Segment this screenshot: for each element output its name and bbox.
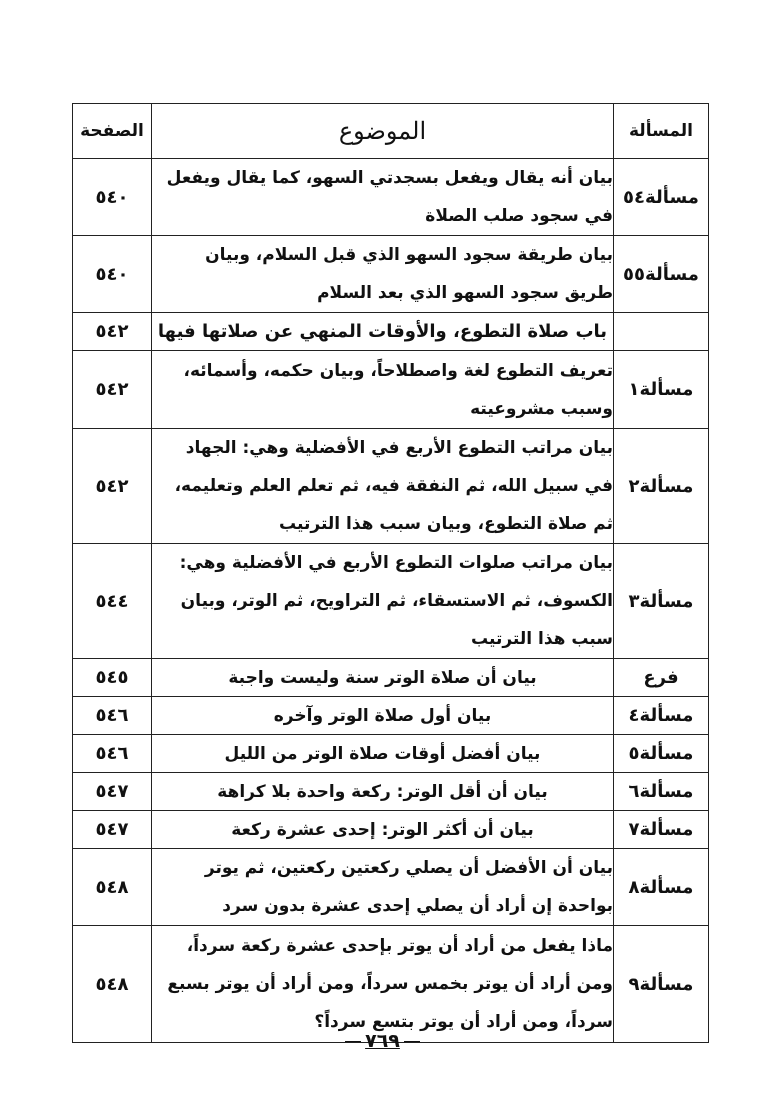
footer-dash-right xyxy=(345,1041,361,1042)
table-of-contents xyxy=(72,103,709,1043)
issue-cell: مسألة٢ xyxy=(614,429,709,544)
issue-cell: مسألة٧ xyxy=(614,811,709,849)
issue-cell: فرع xyxy=(614,659,709,697)
table-row xyxy=(73,659,709,697)
page-cell: ٥٤٥ xyxy=(73,659,152,697)
table-row xyxy=(73,735,709,773)
page-cell: ٥٤٨ xyxy=(73,926,152,1043)
section-title: باب صلاة التطوع، والأوقات المنهي عن صلاتها فيها xyxy=(152,313,614,351)
table-row xyxy=(73,773,709,811)
topic-cell: بيان أن أقل الوتر: ركعة واحدة بلا كراهة xyxy=(152,773,614,811)
section-row xyxy=(73,313,709,351)
page-number: ٧٦٩ xyxy=(365,1030,400,1052)
table-row xyxy=(73,429,709,544)
topic-cell: بيان أفضل أوقات صلاة الوتر من الليل xyxy=(152,735,614,773)
issue-cell: مسألة٦ xyxy=(614,773,709,811)
page-cell: ٥٤٢ xyxy=(73,429,152,544)
topic-cell: بيان مراتب التطوع الأربع في الأفضلية وهي: الجهاد في سبيل الله، ثم النفقة فيه، ثم تعلم العلم وتعليمه، ثم صلاة التطوع، وبيان سبب هذا الترتيب xyxy=(152,429,614,544)
table-row xyxy=(73,236,709,313)
topic-cell: بيان أن أكثر الوتر: إحدى عشرة ركعة xyxy=(152,811,614,849)
page-cell: ٥٤٢ xyxy=(73,313,152,351)
issue-cell: مسألة٥ xyxy=(614,735,709,773)
page-cell: ٥٤٠ xyxy=(73,159,152,236)
topic-cell: بيان أول صلاة الوتر وآخره xyxy=(152,697,614,735)
header-topic: الموضوع xyxy=(152,104,614,159)
topic-cell: بيان أن الأفضل أن يصلي ركعتين ركعتين، ثم يوتر بواحدة إن أراد أن يصلي إحدى عشرة بدون سرد xyxy=(152,849,614,926)
table-row xyxy=(73,351,709,429)
page-cell: ٥٤٠ xyxy=(73,236,152,313)
topic-cell: تعريف التطوع لغة واصطلاحاً، وبيان حكمه، وأسمائه، وسبب مشروعيته xyxy=(152,351,614,429)
table-row xyxy=(73,544,709,659)
page-cell: ٥٤٢ xyxy=(73,351,152,429)
issue-cell: مسألة٥٤ xyxy=(614,159,709,236)
issue-cell: مسألة٩ xyxy=(614,926,709,1043)
page-cell: ٥٤٨ xyxy=(73,849,152,926)
issue-cell: مسألة٨ xyxy=(614,849,709,926)
issue-cell: مسألة٥٥ xyxy=(614,236,709,313)
page-cell: ٥٤٤ xyxy=(73,544,152,659)
topic-cell: بيان مراتب صلوات التطوع الأربع في الأفضلية وهي: الكسوف، ثم الاستسقاء، ثم التراويح، ثم الوتر، وبيان سبب هذا الترتيب xyxy=(152,544,614,659)
issue-cell xyxy=(614,313,709,351)
topic-cell: بيان طريقة سجود السهو الذي قبل السلام، وبيان طريق سجود السهو الذي بعد السلام xyxy=(152,236,614,313)
page-cell: ٥٤٧ xyxy=(73,773,152,811)
header-issue: المسألة xyxy=(614,104,709,159)
topic-cell: بيان أن صلاة الوتر سنة وليست واجبة xyxy=(152,659,614,697)
issue-cell: مسألة٣ xyxy=(614,544,709,659)
issue-cell: مسألة١ xyxy=(614,351,709,429)
page-cell: ٥٤٦ xyxy=(73,735,152,773)
footer-dash-left xyxy=(404,1041,420,1042)
topic-cell: ماذا يفعل من أراد أن يوتر بإحدى عشرة ركعة سرداً، ومن أراد أن يوتر بخمس سرداً، ومن أراد أن يوتر بسبع سرداً، ومن أراد أن يوتر بتسع سرداً؟ xyxy=(152,926,614,1043)
topic-cell: بيان أنه يقال ويفعل بسجدتي السهو، كما يقال ويفعل في سجود صلب الصلاة xyxy=(152,159,614,236)
issue-cell: مسألة٤ xyxy=(614,697,709,735)
table-row xyxy=(73,811,709,849)
page-cell: ٥٤٦ xyxy=(73,697,152,735)
header-page: الصفحة xyxy=(73,104,152,159)
table-row xyxy=(73,159,709,236)
table-row xyxy=(73,849,709,926)
table-row xyxy=(73,697,709,735)
table-row xyxy=(73,926,709,1043)
page-cell: ٥٤٧ xyxy=(73,811,152,849)
header-row xyxy=(73,104,709,159)
page-number-footer xyxy=(0,1030,765,1052)
